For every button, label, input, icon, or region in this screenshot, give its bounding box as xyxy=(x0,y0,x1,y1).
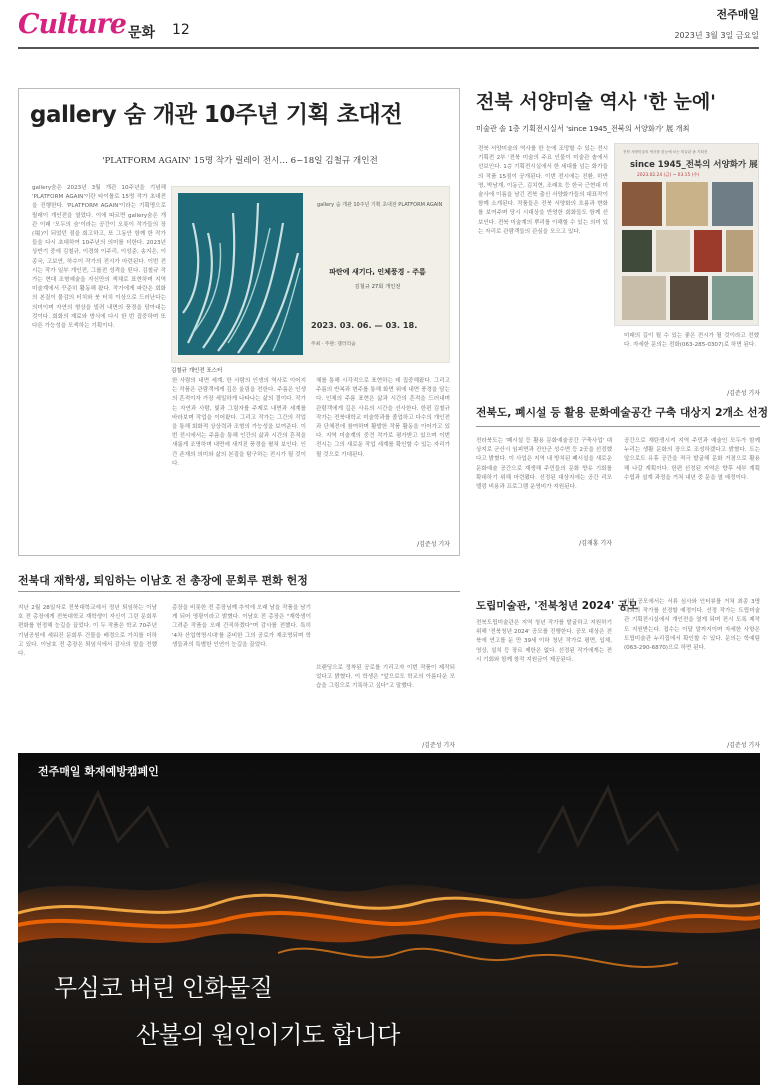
article-1-body-col-1: gallery숨은 2023년 3월 개관 10주년을 기념해 'PLATFORM AGAIN'이란 타이틀로 15명 작가 초대전을 진행한다. 'PLATFORM AGAIN'이라는 기획명으로 릴레이 개인전을 열었다. 이에 따르면 gallery숨은 개관 이래 '모두의 숨'이라는 공간이 오롯이 작가들의 장(場)이 되었던 점을 회고하고, 또 그동안 함께 한 작가들을 다시 초대하여 10주년의 의미를 더한다. 2023년 상반기 중에 김철규, 이경희 이주리, 이성준, 송지은, 이종국, 고보연, 하수이 작가의 전시가 마련된다. 이번 전시는 작가 일부 개인전, 그룹전 성격을 띤다. 김철규 작가는 현대 조형예술을 자신만의 색채로 표현하며 지역 미술계에서 꾸준히 활동해 왔다. 작가에게 파란은 회화의 본질이 물감의 터치와 붓 터치 이상으로 드러난다는 의미이며 자연의 형상을 빌려 내면의 풍경을 담아내는 것이다. 회화의 재료와 방식에 다시 한 번 집중하며 또 다른 가능성을 모색하는 기획이다. xyxy=(32,185,166,330)
poster-tagline: gallery 숨 개관 10주년 기획 초대전 PLATFORM AGAIN xyxy=(317,202,443,208)
leaflet-artworks xyxy=(622,182,753,320)
article-1-body-col-3: 체를 통해 시각적으로 표현하는 데 집중해왔다. 그리고 주름의 반복과 변주를 통해 화면 위에 내면 풍경을 담는다. 인체의 주름 표현은 삶과 시간의 흔적을 드러내며 관람객에게 깊은 사유의 시간을 선사한다. 한편 김철규 작가는 전북대학교 미술학과를 졸업하고 다수의 개인전과 단체전에 참여하며 활발한 작품 활동을 이어가고 있다. 지역 미술계의 중견 작가로 평가받고 있으며 이번 전시는 그의 새로운 작업 세계를 확인할 수 있는 자리가 될 것으로 기대된다. xyxy=(316,378,450,458)
article-2-rule xyxy=(18,591,460,592)
article-3-title: 전북 서양미술 역사 '한 눈에' xyxy=(476,91,716,113)
leaflet-title: since 1945_전북의 서양화가 展 xyxy=(630,160,758,170)
article-2-title: 전북대 재학생, 퇴임하는 이남호 전 총장에 문회루 편화 헌정 xyxy=(18,574,308,587)
exhibition-poster xyxy=(171,186,450,363)
article-4-body-col-2: 공간으로 재탄생시켜 지역 주민과 예술인 모두가 함께 누리는 생활 문화의 장으로 조성하겠다고 밝혔다. 도는 앞으로도 유휴 공간을 적극 발굴해 문화 거점으로 활용해 나갈 계획이다. 한편 선정된 지역은 향후 세부 계획 수립과 설계 과정을 거쳐 내년 중 문을 열 예정이다. xyxy=(624,438,760,481)
article-5-title: 도립미술관, '전북청년 2024' 공모 xyxy=(476,600,639,612)
leaflet-dates: 2023.02.24 (금) ~ 03.15 (수) xyxy=(637,173,700,178)
article-1-body-col-2: 한 사람의 내면 세계, 한 사람의 인생의 역사로 이어지는 작품은 관람객에게 깊은 울림을 전한다. 주름은 인생의 흔적이자 가장 세밀하게 나타나는 삶의 결이다. 작가는 자연과 사람, 빛과 그림자를 주제로 내면과 세계를 바라보며 작업을 이어왔다. 그리고 작가는 그간의 작업을 통해 회화적 상상력과 조형의 가능성을 보여준다. 이번 전시에서는 주름을 통해 인간의 삶과 시간의 흔적을 새롭게 조명하며 내면에 새겨진 풍경을 펼쳐 보인다. 인간 존재의 의미와 삶의 본질을 탐구하는 전시가 될 것이다. xyxy=(172,378,306,467)
article-1-byline: /김준성 기자 xyxy=(417,541,450,548)
section-name: 문화 xyxy=(128,25,156,41)
exhibition-leaflet xyxy=(614,143,759,326)
poster-caption: 김철규 개인전 포스터 xyxy=(171,368,223,374)
poster-artwork xyxy=(178,193,303,355)
campaign-tag: 전주매일 화재예방캠페인 xyxy=(38,765,159,778)
header-rule xyxy=(18,47,759,49)
campaign-headline-line-2: 산불의 원인이기도 합니다 xyxy=(136,1021,400,1049)
newspaper-name: 전주매일 xyxy=(716,8,759,21)
article-2-body-col-2: 총장을 비롯한 전 총장님께 추억에 오래 남을 작품을 남기게 되어 영광이라고 밝혔다. 이남호 전 총장은 "재학생이 그려준 작품을 오래 간직하겠다"며 감사를 전했다. 특히 '4차 산업혁명시대'를 준비한 그의 공로가 재조명되며 학생들과의 특별한 인연이 눈길을 끌었다. xyxy=(172,605,311,648)
article-2-body-col-1: 지난 2월 28일자로 전북대학교에서 정년 퇴임하는 이남호 전 총장에게 전북대학교 재학생이 자신이 그린 문회루 편화를 헌정해 눈길을 끌었다. 이 두 작품은 학교 70주년 기념공원에 세워진 문회루 건물을 배경으로 가치를 더하고 있다. 이남호 전 총장은 퇴임식에서 감사의 말을 전했다. xyxy=(18,605,157,658)
section-logo: Culture xyxy=(18,9,126,40)
article-5-body-col-2: 이번 공모에서는 서류 심사와 인터뷰를 거쳐 최종 3명 내외의 작가를 선정할 예정이다. 선정 작가는 도립미술관 기획전시실에서 개인전을 열게 되며 전시 도록 제작도 지원받는다. 접수는 이달 말까지이며 자세한 사항은 도립미술관 누리집에서 확인할 수 있다. 문의는 학예팀(063-290-6870)으로 하면 된다. xyxy=(624,599,760,652)
article-4-byline: /김재홍 기자 xyxy=(579,540,612,547)
article-1-subtitle: 'PLATFORM AGAIN' 15명 작가 릴레이 전시… 6~18일 김철규 개인전 xyxy=(102,156,378,166)
article-5-body-col-1: 전북도립미술관은 지역 청년 작가를 발굴하고 지원하기 위해 '전북청년 2024' 공모를 진행한다. 공모 대상은 전북에 연고를 둔 만 39세 이하 청년 작가로 평면, 입체, 영상, 설치 등 장르 제한은 없다. 선정된 작가에게는 전시 기회와 함께 창작 지원금이 제공된다. xyxy=(476,620,612,663)
article-3-byline: /김준성 기자 xyxy=(727,390,760,397)
leaflet-header: 전북 서양미술의 역사를 한눈에 보는 미술관 솔 기획전 xyxy=(623,150,708,154)
issue-date: 2023년 3월 3일 금요일 xyxy=(674,31,759,40)
article-4-rule xyxy=(476,426,760,427)
article-4-title: 전북도, 폐시설 등 활용 문화예술공간 구축 대상지 2개소 선정 xyxy=(476,406,768,419)
article-4-body-col-1: 전라북도는 '폐시설 등 활용 문화예술공간 구축사업' 대상지로 군산시 임피면과 진안군 성수면 등 2곳을 선정했다고 밝혔다. 이 사업은 지역 내 방치된 폐시설을 새로운 문화예술 공간으로 재생해 주민들의 문화 향유 기회를 확대하기 위해 마련됐다. 선정된 대상지에는 공간 리모델링 비용과 프로그램 운영비가 지원된다. xyxy=(476,438,612,491)
article-1-title: gallery 숨 개관 10주년 기획 초대전 xyxy=(30,102,402,128)
page-header xyxy=(0,0,777,48)
poster-dates: 2023. 03. 06. — 03. 18. xyxy=(311,320,418,330)
article-2-byline: /김준성 기자 xyxy=(422,742,455,749)
article-3-body-col-1: 전북 서양미술의 역사를 한 눈에 조망할 수 있는 전시 기획전 2부 '전북 미술의 주요 인물이 미술관 솔에서 선보인다. 1층 기획전시실에서 한 세대를 넘는 화가들의 작품 15점이 공개된다. 이번 전시에는 진환, 하반영, 박남재, 이동근, 김치현, 조래호 등 한국 근현대 미술사에 이름을 남긴 전북 출신 서양화가들의 대표작이 함께 소개된다. 작품들은 전북 서양화의 흐름과 변화를 보여주며 당시 시대상을 반영한 회화들도 함께 선보인다. 전북 미술계의 뿌리를 이해할 수 있는 의미 있는 자리로 관람객들의 관심을 모으고 있다. xyxy=(478,146,608,235)
article-3-body-col-2: 미래의 길이 될 수 있는 좋은 전시가 될 것이라고 전했다. 자세한 문의는 전화(063-285-0307)로 하면 된다. xyxy=(624,333,759,349)
poster-artist: 김철규 27회 개인전 xyxy=(354,284,401,290)
page-number: 12 xyxy=(172,22,190,38)
article-5-byline: /김준성 기자 xyxy=(727,742,760,749)
article-3-subtitle: 미술관 솔 1층 기획전시실서 'since 1945_전북의 서양화가' 展 개최 xyxy=(476,124,690,133)
poster-venue: 주최 · 주관: 갤러리숨 xyxy=(311,342,356,347)
article-2-body-col-3: 브랜딩으로 정착된 공로를 기리고자 이번 작품이 제작되었다고 밝혔다. 이 학생은 "앞으로도 학교의 아름다운 모습을 그림으로 기록하고 싶다"고 말했다. xyxy=(316,665,455,690)
fire-prevention-campaign-ad xyxy=(18,753,760,1085)
campaign-headline-line-1: 무심코 버린 인화물질 xyxy=(54,974,273,1002)
poster-title: 파란에 새기다, 인체풍경 - 주름 xyxy=(329,268,426,276)
